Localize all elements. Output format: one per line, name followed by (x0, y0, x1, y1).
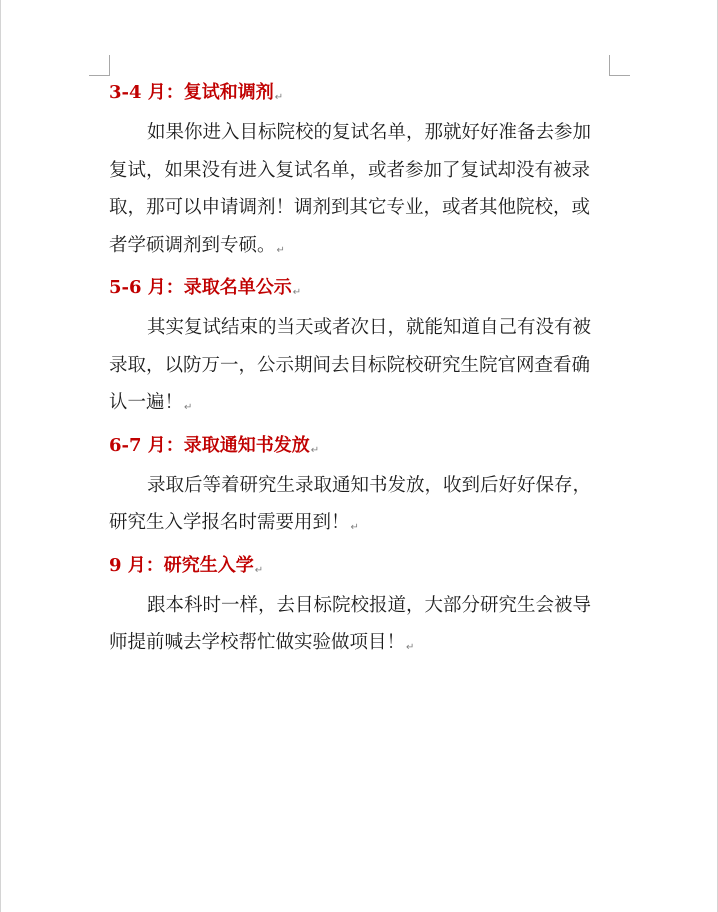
section-heading: 3-4 月：复试和调剂↵ (109, 82, 284, 103)
paragraph-line: 如果你进入目标院校的复试名单，那就好好准备去参加 (147, 122, 592, 143)
section-paragraph (109, 114, 614, 269)
paragraph-mark-icon: ↵ (292, 287, 302, 298)
paragraph-mark-icon: ↵ (406, 642, 415, 653)
paragraph-line: 复试，如果没有进入复试名单，或者参加了复试却没有被录 (109, 159, 591, 181)
paragraph-line: 跟本科时一样，去目标院校报道，大部分研究生会被导 (147, 594, 592, 616)
paragraph-mark-icon: ↵ (184, 402, 193, 413)
paragraph-line: 研究生入学报名时需要用到！↵ (109, 512, 359, 533)
paragraph-line: 录取后等着研究生录取通知书发放，收到后好好保存， (147, 474, 592, 496)
paragraph-line: 取，那可以申请调剂！调剂到其它专业，或者其他院校，或 (109, 197, 591, 218)
paragraph-mark-icon: ↵ (310, 444, 320, 456)
section-paragraph (109, 309, 614, 427)
paragraph-line: 认一遍！↵ (109, 392, 193, 413)
section-heading: 5-6 月：录取名单公示↵ (109, 277, 302, 298)
section-heading: 9 月：研究生入学↵ (109, 554, 264, 576)
paragraph-mark-icon: ↵ (350, 522, 359, 533)
document-body[interactable] (109, 78, 614, 667)
paragraph-mark-icon: ↵ (254, 564, 264, 576)
paragraph-line: 其实复试结束的当天或者次日，就能知道自己有没有被 (147, 317, 592, 338)
section-heading: 6-7 月：录取通知书发放↵ (109, 434, 320, 456)
section-paragraph (109, 587, 614, 667)
margin-corner-mark-top-left (89, 55, 110, 76)
paragraph-line: 师提前喊去学校帮忙做实验做项目！↵ (109, 632, 415, 653)
paragraph-mark-icon: ↵ (276, 244, 285, 256)
margin-corner-mark-top-right (609, 55, 630, 76)
section-paragraph (109, 467, 614, 547)
paragraph-line: 者学硕调剂到专硕。↵ (109, 234, 285, 256)
paragraph-mark-icon: ↵ (274, 92, 284, 103)
paragraph-line: 录取，以防万一，公示期间去目标院校研究生院官网查看确 (109, 354, 591, 376)
